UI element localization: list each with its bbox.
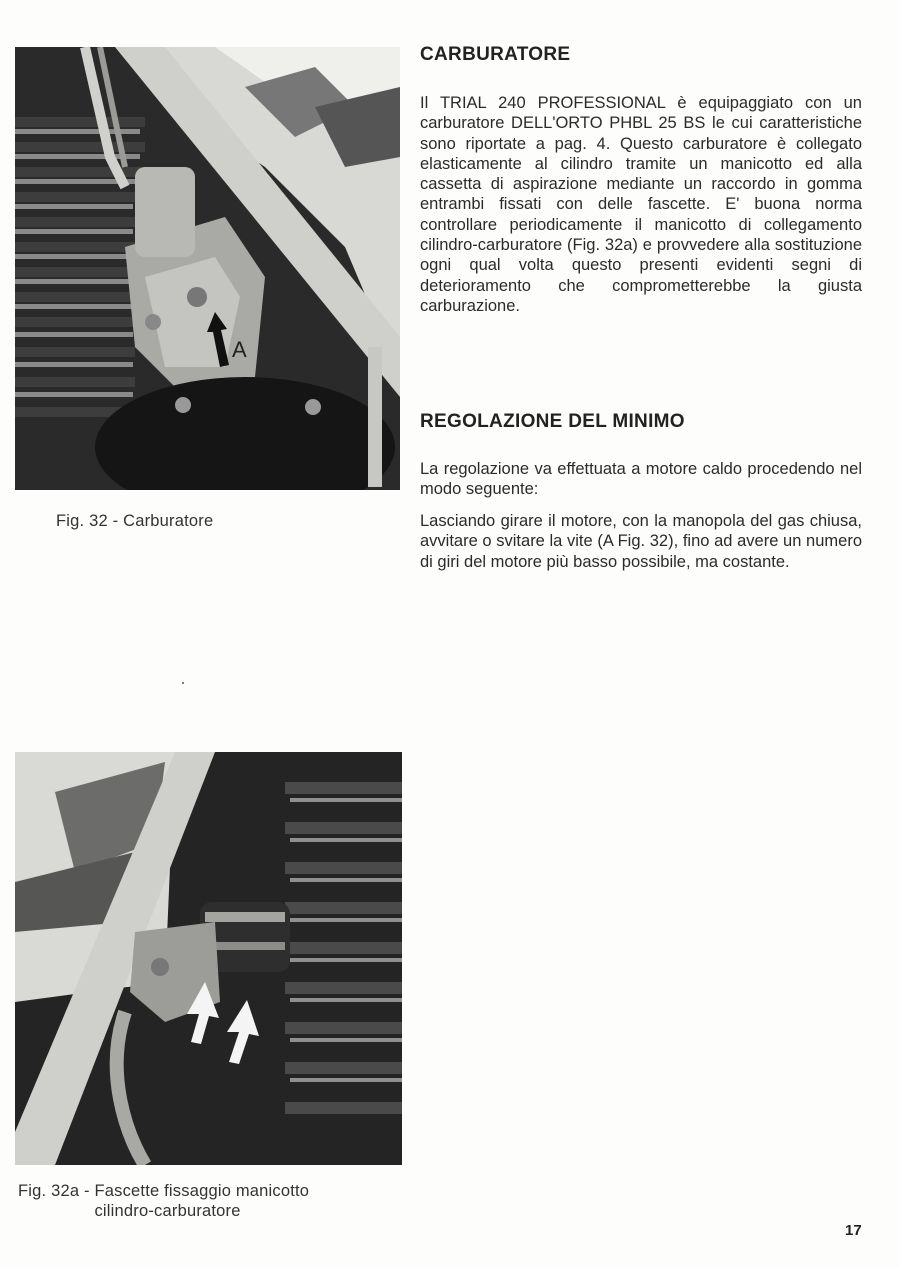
- section-body-carburatore: Il TRIAL 240 PROFESSIONAL è equipaggiato con un carburatore DELL'ORTO PHBL 25 BS le cui caratteristiche sono riportate a pag. 4. Questo carburatore è collegato elasticamente al cilindro tramite un manicotto ed alla cassetta di aspirazione mediante un raccordo in gomma entrambi fissati con delle fascette. E' buona norma controllare periodicamente il manicotto di collegamento cilindro-carburatore (Fig. 32a) e provvedere alla sostituzione ogni qual volta questo presenti evidenti segni di deterioramento che comprometterebbe la giusta carburazione.: [420, 94, 862, 315]
- section-title-carburatore: CARBURATORE: [420, 44, 571, 65]
- section-body-minimo: Lasciando girare il motore, con la manopola del gas chiusa, avvitare o svitare la vite (A Fig. 32), fino ad avere un numero di giri del motore più basso possibile, ma costante.: [420, 512, 862, 571]
- figure-32-marker-label: A: [232, 337, 247, 362]
- section-intro-minimo: La regolazione va effettuata a motore caldo procedendo nel modo seguente:: [420, 460, 862, 499]
- figure-32a-caption-line2: cilindro-carburatore: [94, 1202, 241, 1220]
- page-number: 17: [845, 1222, 862, 1239]
- figure-32a-caption: [18, 1181, 398, 1221]
- figure-32-caption: Fig. 32 - Carburatore: [56, 512, 214, 530]
- figure-32-photo: [15, 47, 400, 490]
- figure-32a-caption-label: Fig. 32a -: [18, 1182, 95, 1200]
- section-title-minimo: REGOLAZIONE DEL MINIMO: [420, 411, 685, 432]
- print-speck: [182, 682, 184, 684]
- figure-32a-caption-line1: Fascette fissaggio manicotto: [94, 1182, 310, 1200]
- figure-32a-photo: [15, 752, 402, 1165]
